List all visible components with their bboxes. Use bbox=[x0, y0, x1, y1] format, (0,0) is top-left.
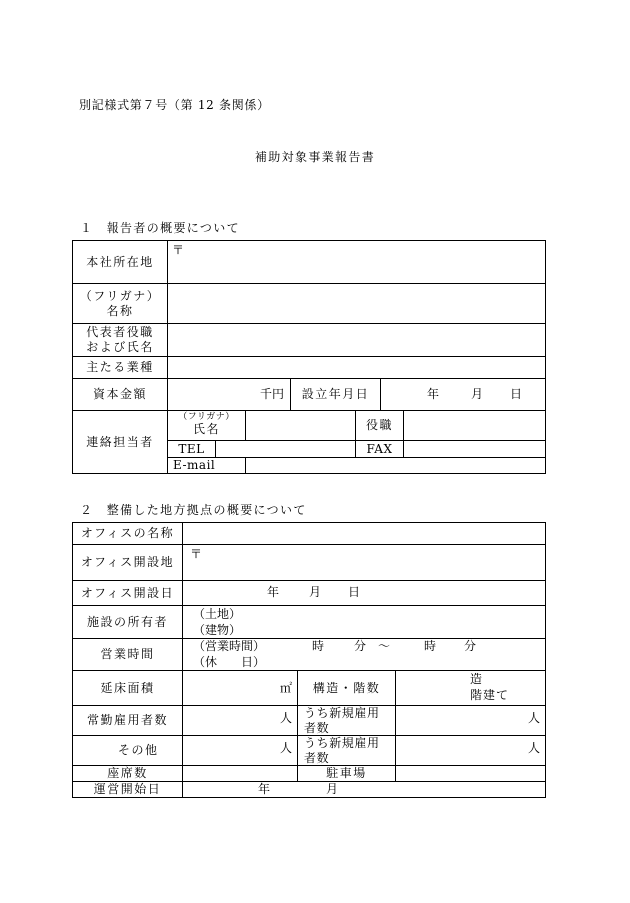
contact-tel-value-cell bbox=[215, 440, 356, 458]
parking-value-cell bbox=[395, 765, 546, 782]
other-new-hires-unit: 人 bbox=[528, 741, 541, 755]
contact-position-label-cell bbox=[355, 410, 404, 441]
section2-heading: ２ 整備した地方拠点の概要について bbox=[80, 503, 307, 517]
hours-from-minute-unit: 分 bbox=[354, 639, 367, 653]
floor-area-label: 延床面積 bbox=[100, 680, 155, 695]
fulltime-new-hires-label-cell bbox=[297, 705, 396, 736]
hours-from-hour-unit: 時 bbox=[312, 639, 325, 653]
office-open-month-unit: 月 bbox=[309, 585, 322, 599]
other-new-hires-label-cell bbox=[297, 735, 396, 766]
operation-start-label: 運営開始日 bbox=[93, 782, 162, 796]
fulltime-new-hires-value-cell bbox=[395, 705, 546, 736]
office-name-label: オフィスの名称 bbox=[80, 526, 175, 540]
office-open-day-unit: 日 bbox=[348, 585, 361, 599]
seats-label-cell bbox=[72, 765, 183, 782]
head-office-label: 本社所在地 bbox=[86, 254, 154, 269]
contact-name-label-cell bbox=[167, 410, 246, 441]
office-location-postal-mark: 〒 bbox=[190, 547, 203, 561]
representative-label-cell bbox=[72, 323, 168, 357]
representative-label-line2: および氏名 bbox=[86, 340, 154, 354]
other-employees-label-cell bbox=[72, 735, 183, 766]
other-new-hires-label-line1: うち新規雇用 bbox=[304, 735, 380, 750]
hours-range-mark: ～ bbox=[378, 639, 391, 653]
established-label-cell bbox=[290, 378, 381, 411]
facility-owner-land-label: （土地） bbox=[193, 607, 242, 621]
fulltime-new-hires-unit: 人 bbox=[528, 711, 541, 725]
contact-fax-label-cell bbox=[355, 440, 404, 458]
company-name-value-cell bbox=[167, 283, 546, 324]
company-name-label: 名称 bbox=[106, 303, 134, 318]
parking-label: 駐車場 bbox=[326, 766, 367, 780]
head-office-value-cell bbox=[167, 240, 546, 284]
capital-unit: 千円 bbox=[260, 387, 285, 401]
office-location-label-cell bbox=[72, 544, 183, 581]
form-number: 別記様式第７号（第 12 条関係） bbox=[79, 98, 270, 112]
other-new-hires-value-cell bbox=[395, 735, 546, 766]
established-day-unit: 日 bbox=[510, 387, 523, 401]
other-employees-unit: 人 bbox=[280, 741, 293, 755]
head-office-label-cell bbox=[72, 240, 168, 284]
contact-position-value-cell bbox=[403, 410, 546, 441]
seats-label: 座席数 bbox=[107, 766, 148, 780]
operation-start-month-unit: 月 bbox=[326, 782, 339, 796]
facility-owner-label: 施設の所有者 bbox=[86, 614, 168, 629]
office-name-value-cell bbox=[182, 522, 546, 545]
operation-start-year-unit: 年 bbox=[258, 782, 271, 796]
company-name-label-cell bbox=[72, 283, 168, 324]
facility-owner-label-cell bbox=[72, 605, 183, 639]
company-name-kana-label: （フリガナ） bbox=[79, 288, 161, 303]
capital-label-cell bbox=[72, 378, 168, 411]
operation-start-value-cell bbox=[182, 781, 546, 798]
other-employees-label: その他 bbox=[118, 743, 159, 757]
structure-unit: 造 bbox=[470, 672, 483, 686]
contact-position-label: 役職 bbox=[365, 418, 393, 432]
office-open-date-label: オフィス開設日 bbox=[80, 585, 175, 600]
operation-start-label-cell bbox=[72, 781, 183, 798]
floors-unit: 階建て bbox=[470, 688, 510, 702]
parking-label-cell bbox=[297, 765, 396, 782]
hours-to-hour-unit: 時 bbox=[424, 639, 437, 653]
business-hours-sub-label: （営業時間） bbox=[193, 639, 266, 653]
established-year-unit: 年 bbox=[427, 387, 440, 401]
contact-label: 連絡担当者 bbox=[86, 434, 154, 449]
contact-tel-label: TEL bbox=[178, 441, 205, 456]
office-location-label: オフィス開設地 bbox=[80, 555, 175, 569]
facility-owner-building-label: （建物） bbox=[193, 623, 242, 637]
business-hours-label: 営業時間 bbox=[100, 647, 155, 661]
office-open-year-unit: 年 bbox=[267, 585, 280, 599]
other-new-hires-label-line2: 者数 bbox=[304, 750, 330, 765]
established-label: 設立年月日 bbox=[301, 387, 370, 401]
office-location-value-cell bbox=[182, 544, 546, 581]
contact-name-value-cell bbox=[245, 410, 356, 441]
seats-value-cell bbox=[182, 765, 298, 782]
fulltime-employees-label: 常勤雇用者数 bbox=[86, 713, 168, 727]
industry-label-cell bbox=[72, 356, 168, 379]
contact-name-kana-label: （フリガナ） bbox=[178, 412, 235, 422]
industry-label: 主たる業種 bbox=[86, 360, 154, 374]
floor-area-unit: ㎡ bbox=[280, 681, 293, 695]
office-open-date-label-cell bbox=[72, 580, 183, 606]
office-name-label-cell bbox=[72, 522, 183, 545]
fulltime-employees-unit: 人 bbox=[280, 711, 293, 725]
holidays-label: （休 日） bbox=[193, 655, 266, 669]
contact-label-cell bbox=[72, 410, 168, 474]
contact-email-label: E-mail bbox=[173, 458, 216, 472]
contact-tel-label-cell bbox=[167, 440, 216, 458]
office-open-date-value-cell bbox=[182, 580, 546, 606]
contact-name-label: 氏名 bbox=[192, 422, 220, 436]
representative-label-line1: 代表者役職 bbox=[86, 325, 154, 339]
structure-label-cell bbox=[297, 670, 396, 706]
contact-email-label-cell bbox=[167, 457, 246, 474]
industry-value-cell bbox=[167, 356, 546, 379]
business-hours-label-cell bbox=[72, 638, 183, 671]
fulltime-new-hires-label-line2: 者数 bbox=[304, 720, 330, 735]
contact-fax-value-cell bbox=[403, 440, 546, 458]
floor-area-label-cell bbox=[72, 670, 183, 706]
contact-fax-label: FAX bbox=[366, 441, 393, 456]
capital-label: 資本金額 bbox=[92, 387, 147, 401]
established-month-unit: 月 bbox=[471, 387, 484, 401]
structure-label: 構造・階数 bbox=[312, 680, 381, 695]
section1-heading: １ 報告者の概要について bbox=[80, 221, 240, 235]
head-office-postal-mark: 〒 bbox=[172, 243, 185, 257]
fulltime-new-hires-label-line1: うち新規雇用 bbox=[304, 705, 380, 720]
contact-email-value-cell bbox=[245, 457, 546, 474]
fulltime-employees-label-cell bbox=[72, 705, 183, 736]
document-title: 補助対象事業報告書 bbox=[254, 150, 376, 164]
hours-to-minute-unit: 分 bbox=[464, 639, 477, 653]
representative-value-cell bbox=[167, 323, 546, 357]
